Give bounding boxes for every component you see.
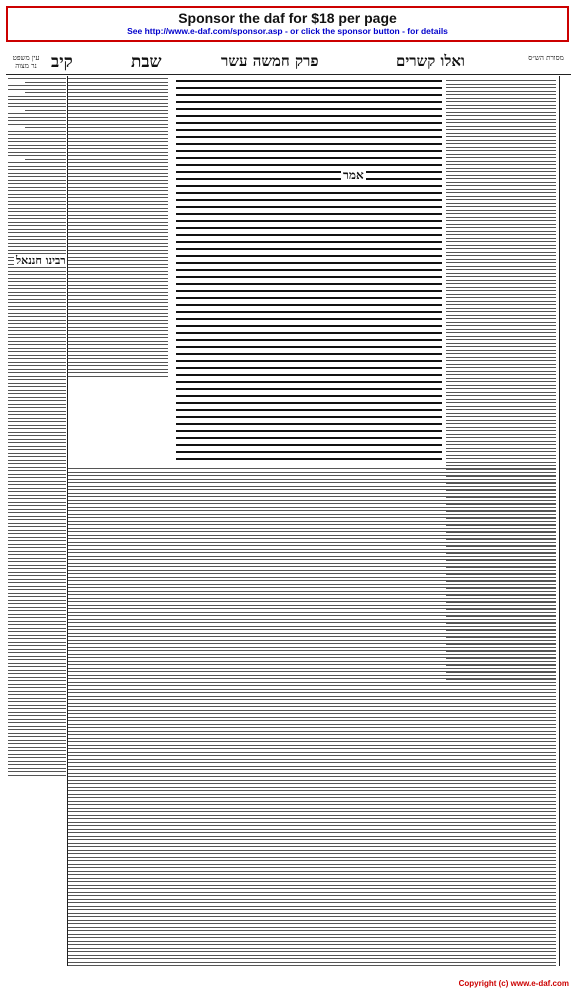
rabbeinu-chananel-heading: רבינו חננאל	[16, 254, 66, 267]
sponsor-link[interactable]: See http://www.e-daf.com/sponsor.asp - or click the sponsor button - for details	[127, 26, 448, 36]
folio-number: קיב	[51, 52, 73, 72]
sponsor-title[interactable]: Sponsor the daf for $18 per page	[178, 10, 397, 26]
chapter-label: פרק חמשה עשר	[221, 52, 319, 70]
sponsor-banner[interactable]	[6, 6, 569, 42]
tosafot-column	[68, 78, 168, 378]
chapter-name: ואלו קשרים	[396, 52, 465, 70]
page-header	[6, 48, 571, 74]
copyright-notice[interactable]: Copyright (c) www.e-daf.com	[458, 979, 569, 988]
amar-heading: אמר	[343, 168, 364, 182]
tractate-name: שבת	[131, 52, 162, 72]
column-divider	[67, 76, 68, 966]
ein-mishpat-text	[8, 78, 66, 776]
talmud-page	[6, 48, 571, 976]
tosafot-text	[68, 78, 168, 378]
column-divider	[559, 76, 560, 966]
header-divider	[6, 74, 571, 75]
gemara-text-column	[176, 80, 442, 465]
bottom-commentary-text	[68, 468, 556, 968]
mesorah-label: מסורת הש״ס	[528, 54, 564, 62]
ein-mishpat-label: עין משפט נר מצוה	[12, 54, 40, 70]
gemara-text	[176, 80, 442, 465]
ein-mishpat-column	[8, 78, 66, 973]
bottom-commentary	[68, 468, 556, 968]
